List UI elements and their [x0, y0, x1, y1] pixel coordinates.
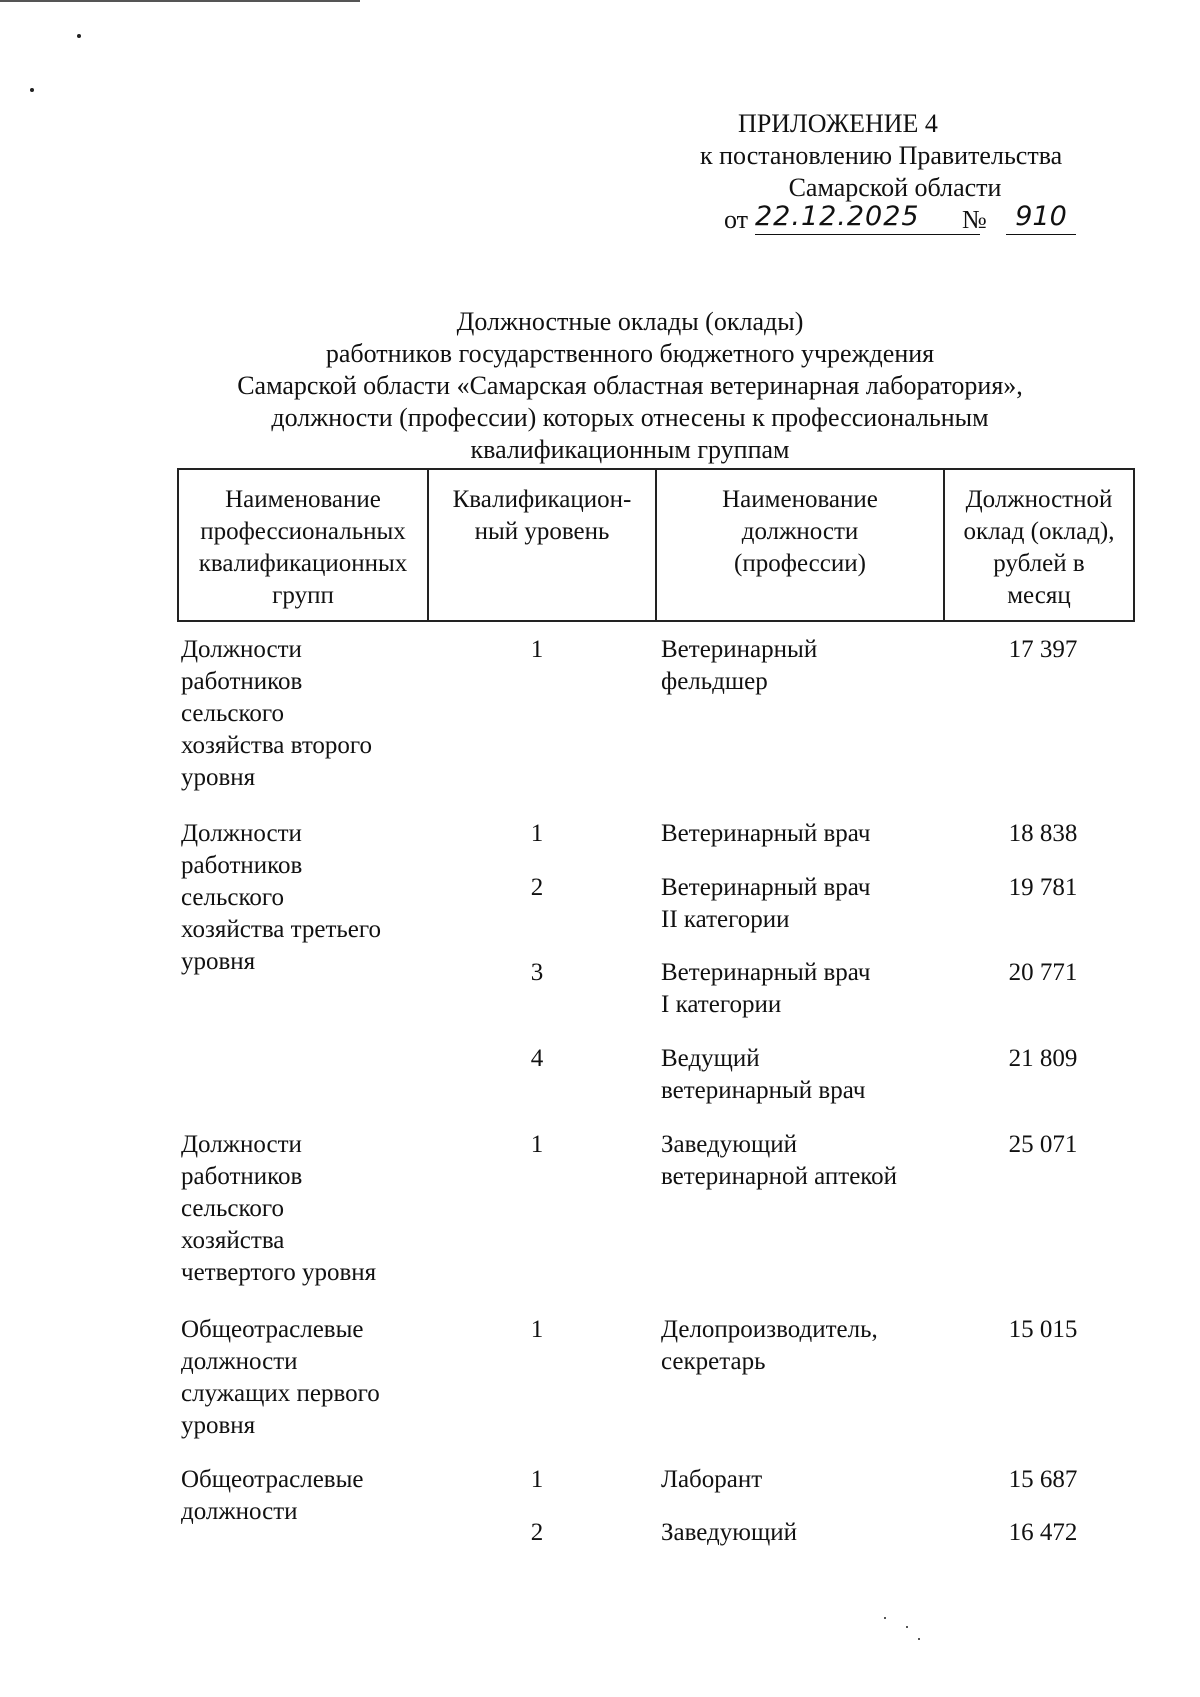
region-line: Самарской области: [788, 173, 1002, 202]
level-cell: 1: [530, 820, 544, 847]
group-cell: Общеотраслевые должности: [181, 1466, 364, 1525]
salary-cell: 21 809: [1008, 1045, 1078, 1072]
level-cell: 2: [530, 1519, 544, 1546]
position-cell: Заведующий ветеринарной аптекой: [661, 1131, 898, 1190]
position-cell: Делопроизводитель, секретарь: [661, 1316, 878, 1375]
salary-table: [177, 468, 1133, 1546]
position-cell: Ветеринарный фельдшер: [661, 636, 818, 695]
salary-cell: 18 838: [1008, 820, 1078, 847]
scan-speck: [884, 1617, 886, 1619]
document-title: [130, 306, 1130, 466]
table-header: [177, 468, 1135, 622]
handwritten-date: 22.12.2025: [755, 200, 980, 235]
position-cell: Ведущий ветеринарный врач: [661, 1045, 866, 1104]
salary-cell: 19 781: [1008, 874, 1078, 901]
handwritten-number: 910: [1006, 200, 1076, 235]
level-cell: 3: [530, 959, 544, 986]
date-number-line: [650, 201, 1130, 238]
position-cell: Заведующий: [661, 1519, 797, 1546]
level-cell: 2: [530, 874, 544, 901]
date-prefix: от: [724, 205, 749, 234]
scan-dot: [77, 34, 81, 38]
scan-dot: [30, 88, 34, 92]
column-header-salary: Должностной оклад (оклад), рублей в месяц: [944, 469, 1134, 621]
number-sign: №: [962, 205, 987, 234]
scan-speck: [918, 1638, 920, 1640]
column-header-group: Наименование профессиональных квалификационных групп: [178, 469, 428, 621]
appendix-label: ПРИЛОЖЕНИЕ 4: [738, 109, 938, 138]
salary-cell: 25 071: [1008, 1131, 1078, 1158]
salary-cell: 15 015: [1008, 1316, 1078, 1343]
scan-edge-line: [0, 0, 360, 2]
group-cell: Должности работников сельского хозяйства третьего уровня: [181, 820, 382, 975]
level-cell: 1: [530, 636, 544, 663]
resolution-line: к постановлению Правительства: [700, 141, 1063, 170]
title-line: должности (профессии) которых отнесены к профессиональным: [271, 403, 989, 432]
level-cell: 1: [530, 1466, 544, 1493]
salary-cell: 16 472: [1008, 1519, 1078, 1546]
level-cell: 1: [530, 1131, 544, 1158]
position-cell: Ветеринарный врач I категории: [661, 959, 871, 1018]
salary-cell: 20 771: [1008, 959, 1078, 986]
position-cell: Лаборант: [661, 1466, 763, 1493]
position-cell: Ветеринарный врач: [661, 820, 871, 847]
column-header-level: Квалификацион- ный уровень: [428, 469, 656, 621]
column-header-position: Наименование должности (профессии): [656, 469, 944, 621]
title-line: работников государственного бюджетного учреждения: [325, 339, 935, 368]
group-cell: Должности работников сельского хозяйства четвертого уровня: [181, 1131, 377, 1286]
title-line: Должностные оклады (оклады): [456, 307, 804, 336]
group-cell: Общеотраслевые должности служащих первого уровня: [181, 1316, 380, 1439]
appendix-header: [650, 108, 1130, 238]
salary-cell: 17 397: [1008, 636, 1078, 663]
salary-cell: 15 687: [1008, 1466, 1078, 1493]
group-cell: Должности работников сельского хозяйства второго уровня: [181, 636, 373, 791]
position-cell: Ветеринарный врач II категории: [661, 874, 871, 933]
level-cell: 1: [530, 1316, 544, 1343]
level-cell: 4: [530, 1045, 544, 1072]
title-line: Самарской области «Самарская областная ветеринарная лаборатория»,: [237, 371, 1023, 400]
title-line: квалификационным группам: [470, 435, 790, 464]
scan-speck: [906, 1626, 908, 1628]
